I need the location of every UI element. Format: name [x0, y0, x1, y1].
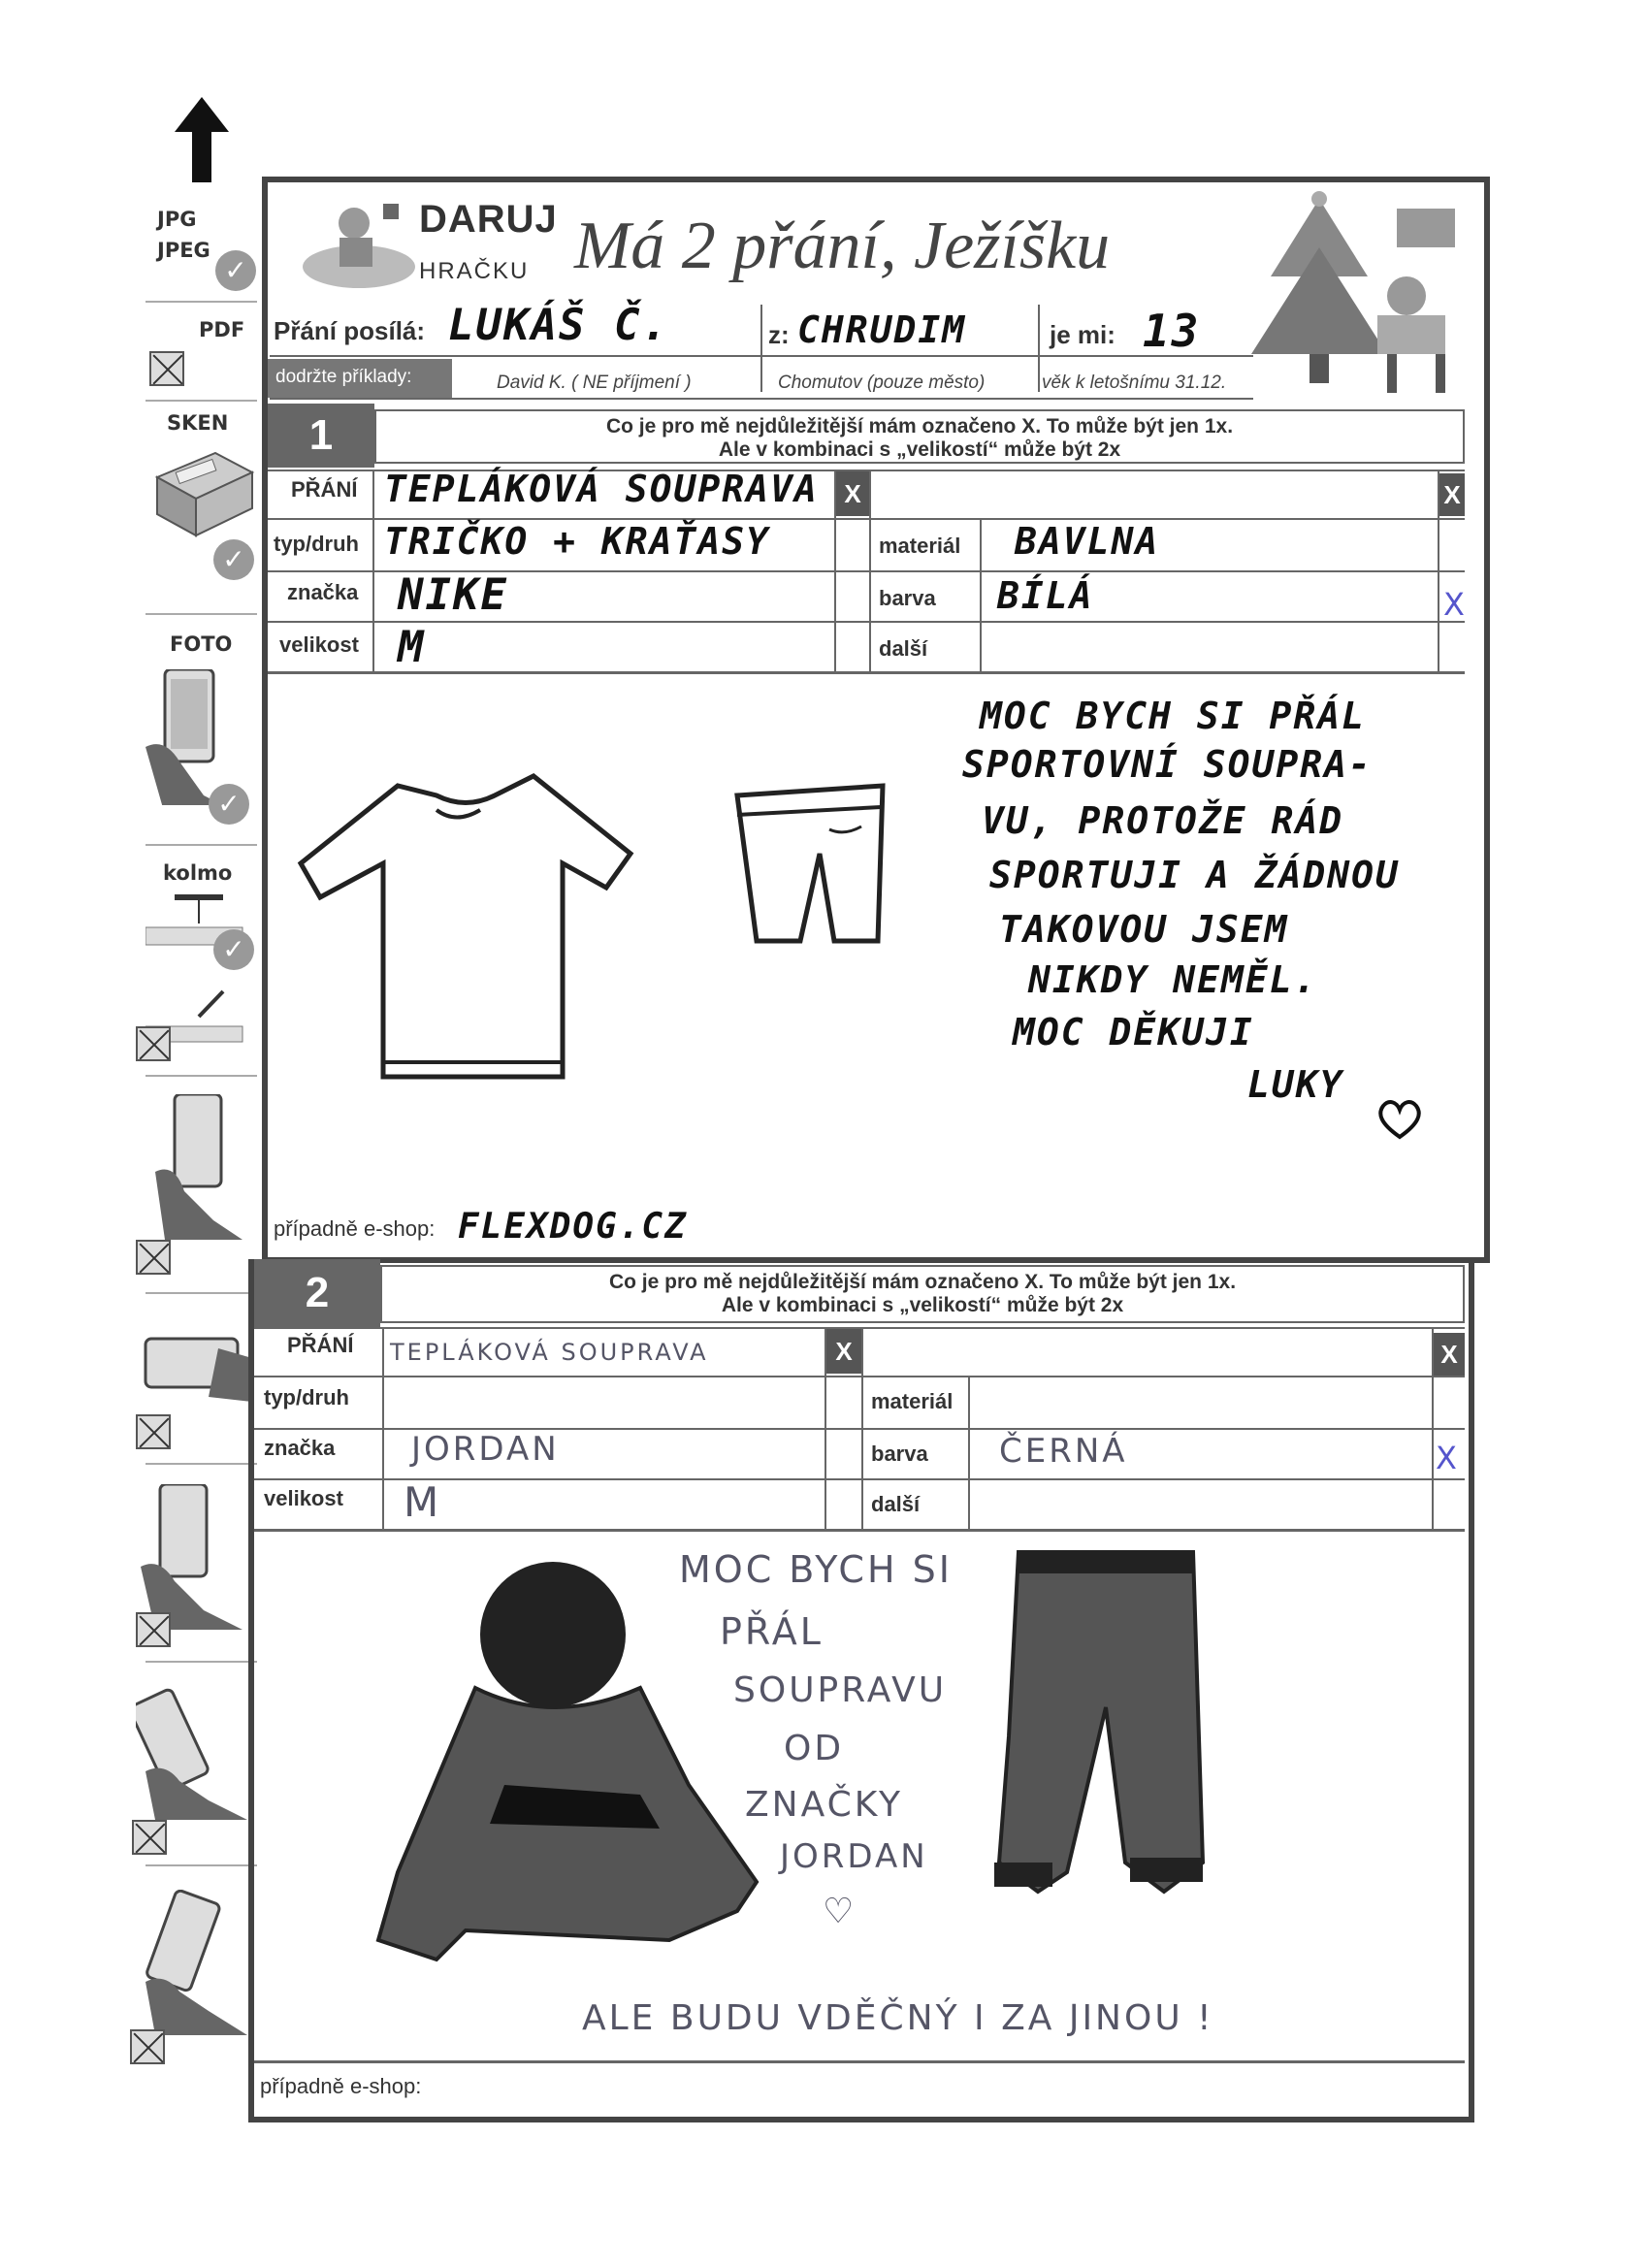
- check-icon: ✓: [215, 250, 256, 291]
- wish-2-barva-label: barva: [871, 1442, 928, 1466]
- wish-1-drawing: [291, 757, 892, 1125]
- wish-1-letter-line-2: SPORTOVNÍ SOUPRA-: [962, 743, 1373, 786]
- heart-icon: [1375, 1096, 1424, 1141]
- age-value[interactable]: 13: [1143, 305, 1201, 357]
- christmas-tree-illustration: [1251, 189, 1474, 403]
- wish-1-prani-x: X: [836, 471, 869, 516]
- wish-1-material-value[interactable]: BAVLNA: [1015, 520, 1160, 563]
- phone-hand-icon: [141, 1484, 252, 1630]
- phone-hand-icon: [146, 1094, 252, 1240]
- label-kolmo: kolmo: [163, 861, 233, 885]
- wish-1-typ-label: typ/druh: [274, 532, 359, 556]
- wish-2-footer-note: ALE BUDU VDĚČNÝ I ZA JINOU !: [582, 1998, 1214, 2038]
- wish-2-prani-x: X: [826, 1329, 861, 1374]
- cross-box-icon: [136, 1240, 171, 1275]
- check-icon: ✓: [213, 539, 254, 580]
- wish-1-letter-line-3: VU, PROTOŽE RÁD: [982, 799, 1344, 842]
- wish-1-velikost-label: velikost: [279, 632, 359, 657]
- wish-2-letter-line-7: ♡: [823, 1892, 857, 1931]
- wish-2-letter-line-2: PŘÁL: [720, 1610, 824, 1653]
- wish-1-letter-line-1: MOC BYCH SI PŘÁL: [980, 695, 1367, 737]
- wish-1-material-label: materiál: [879, 534, 961, 558]
- wish-1-barva-label: barva: [879, 586, 936, 610]
- label-pdf: PDF: [199, 318, 245, 341]
- wish-number-1: 1: [268, 404, 374, 468]
- wish-1-velikost-value[interactable]: M: [398, 623, 426, 672]
- cross-box-icon: [136, 1414, 171, 1449]
- wish-2-letter-line-3: SOUPRAVU: [733, 1670, 948, 1710]
- check-icon: ✓: [213, 929, 254, 970]
- instructions-sidebar: [0, 0, 262, 2268]
- page-title: Má 2 přání, Ježíšku: [574, 209, 1111, 283]
- wish-1-typ-value[interactable]: TRIČKO + KRAŤASY: [384, 520, 771, 563]
- wish-1-znacka-value[interactable]: NIKE: [398, 570, 508, 620]
- wish-2-letter-line-6: JORDAN: [780, 1837, 928, 1876]
- daruj-hracku-logo-icon: [301, 194, 417, 291]
- wish-2-barva-value[interactable]: ČERNÁ: [999, 1432, 1128, 1471]
- wish-2-prani-value[interactable]: TEPLÁKOVÁ SOUPRAVA: [390, 1339, 709, 1366]
- city-label: z:: [768, 320, 790, 349]
- wish-2-letter-line-1: MOC BYCH SI: [679, 1548, 953, 1591]
- label-foto: FOTO: [170, 632, 233, 656]
- wish-2-note-line1: Co je pro mě nejdůležitější mám označeno X. To může být jen 1x.: [608, 1271, 1237, 1293]
- wish-1-letter-line-7: MOC DĚKUJI: [1013, 1011, 1254, 1053]
- wish-1-barva-mark[interactable]: X: [1443, 586, 1468, 623]
- cross-box-icon: [130, 2029, 165, 2064]
- wish-2-right-x: X: [1434, 1333, 1465, 1376]
- wish-number-2: 2: [254, 1259, 380, 1327]
- wish-2-znacka-value[interactable]: JORDAN: [411, 1430, 560, 1469]
- wish-2-prani-label: PŘÁNÍ: [287, 1333, 354, 1357]
- label-jpg: JPG: [157, 208, 197, 231]
- logo-daruj: DARUJ: [419, 198, 558, 241]
- sender-label: Přání posílá:: [274, 316, 426, 345]
- age-label: je mi:: [1050, 320, 1116, 349]
- wish-1-letter-line-4: SPORTUJI A ŽÁDNOU: [989, 854, 1400, 896]
- wish-2-letter-line-5: ZNAČKY: [745, 1785, 904, 1825]
- wish-1-prani-label: PŘÁNÍ: [291, 477, 358, 502]
- label-sken: SKEN: [167, 411, 229, 435]
- wish-1-znacka-label: značka: [287, 580, 359, 604]
- wish-2-velikost-label: velikost: [264, 1486, 343, 1510]
- cross-box-icon: [132, 1820, 167, 1855]
- wish-1-eshop-value[interactable]: FLEXDOG.CZ: [458, 1207, 688, 1247]
- wish-1-letter-line-6: NIKDY NEMĚL.: [1028, 958, 1318, 1001]
- wish-2-typ-label: typ/druh: [264, 1385, 349, 1409]
- check-icon: ✓: [209, 784, 249, 825]
- up-arrow-icon: [175, 97, 229, 182]
- phone-horizontal-icon: [141, 1329, 257, 1407]
- wish-1-eshop-label: případně e-shop:: [274, 1216, 436, 1241]
- cross-box-icon: [149, 351, 184, 386]
- example-name: David K. ( NE příjmení ): [497, 373, 692, 393]
- wish-1-letter-line-8: LUKY: [1247, 1063, 1344, 1106]
- wish-1-right-x: X: [1439, 473, 1465, 516]
- example-age: věk k letošnímu 31.12.: [1042, 373, 1227, 393]
- cross-box-icon: [136, 1612, 171, 1647]
- wish-1-note-line1: Co je pro mě nejdůležitější mám označeno X. To může být jen 1x.: [605, 415, 1234, 437]
- wish-2-znacka-label: značka: [264, 1436, 336, 1460]
- wish-2-note-line2: Ale v kombinaci s „velikostí“ může být 2x: [721, 1294, 1124, 1316]
- wish-1-note-line2: Ale v kombinaci s „velikostí“ může být 2x: [718, 438, 1121, 461]
- sender-value[interactable]: LUKÁŠ Č.: [448, 301, 669, 350]
- wish-2-velikost-value[interactable]: M: [404, 1478, 442, 1526]
- examples-label: dodržte příklady:: [275, 367, 412, 387]
- label-jpeg: JPEG: [157, 239, 210, 262]
- cross-box-icon: [136, 1026, 171, 1061]
- scanner-icon: [147, 438, 256, 545]
- wish-2-eshop-label: případně e-shop:: [260, 2074, 422, 2098]
- example-city: Chomutov (pouze město): [778, 373, 986, 393]
- wish-1-letter-line-5: TAKOVOU JSEM: [999, 908, 1289, 951]
- wish-1-barva-value[interactable]: BÍLÁ: [997, 574, 1094, 617]
- wish-1-dalsi-label: další: [879, 636, 928, 661]
- logo-hracku: HRAČKU: [419, 258, 530, 284]
- wish-2-dalsi-label: další: [871, 1492, 921, 1516]
- wish-2-letter-line-4: OD: [784, 1729, 845, 1768]
- wish-2-material-label: materiál: [871, 1389, 954, 1413]
- phone-tilted-icon: [136, 1890, 252, 2035]
- city-value[interactable]: CHRUDIM: [797, 308, 967, 351]
- phone-tilted-icon: [136, 1684, 252, 1820]
- wish-2-barva-mark[interactable]: X: [1436, 1440, 1460, 1476]
- wish-1-prani-value[interactable]: TEPLÁKOVÁ SOUPRAVA: [384, 468, 819, 510]
